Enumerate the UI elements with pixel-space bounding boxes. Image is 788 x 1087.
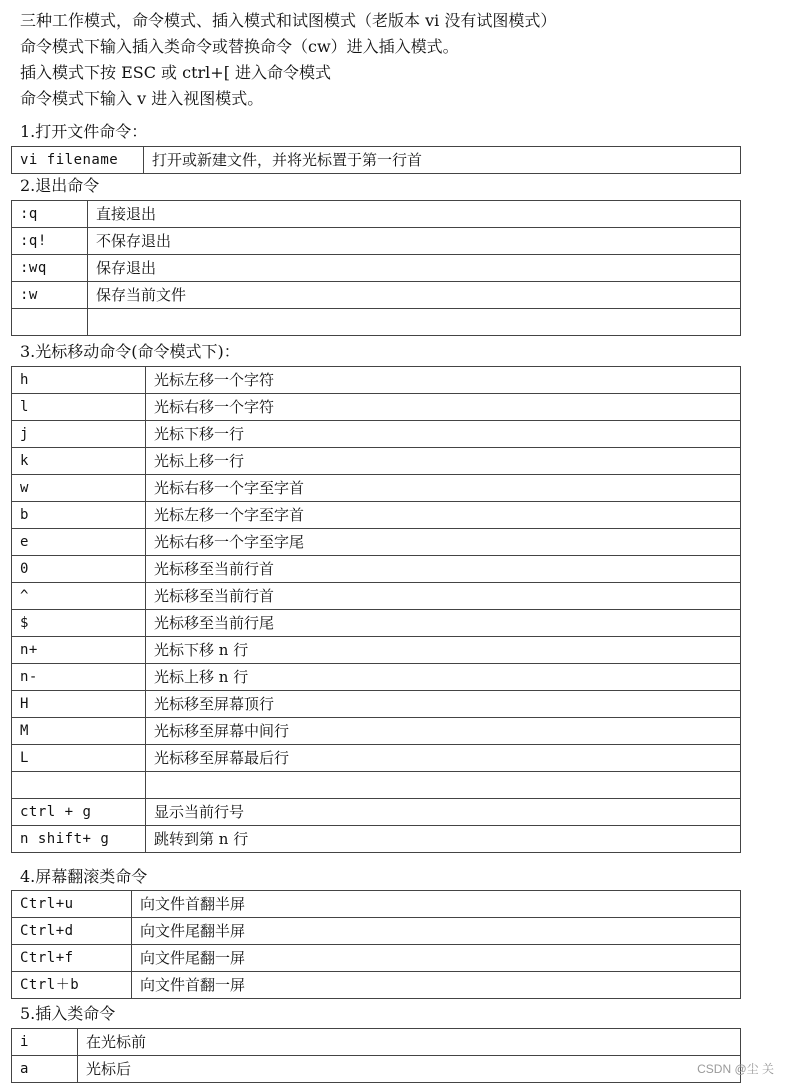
table-row [12, 282, 741, 309]
command-desc: 显示当前行号 [146, 799, 741, 826]
command-key: n+ [12, 637, 146, 664]
csdn-watermark: CSDN @尘 关 [697, 1062, 774, 1076]
command-key: :q [12, 201, 88, 228]
table-row [12, 1029, 741, 1056]
table-row [12, 502, 741, 529]
table-row [12, 421, 741, 448]
command-desc: 光标右移一个字至字尾 [146, 529, 741, 556]
command-key: :w [12, 282, 88, 309]
command-key: n- [12, 664, 146, 691]
command-key [12, 772, 146, 799]
table-row [12, 583, 741, 610]
table-row [12, 255, 741, 282]
command-desc: 不保存退出 [88, 228, 741, 255]
command-desc: 保存当前文件 [88, 282, 741, 309]
command-desc: 光标右移一个字至字首 [146, 475, 741, 502]
command-desc: 光标上移一行 [146, 448, 741, 475]
table-row [12, 448, 741, 475]
table-row [12, 972, 741, 999]
open-command-table [11, 146, 741, 174]
intro-line: 插入模式下按 ESC 或 ctrl+[ 进入命令模式 [20, 63, 332, 82]
intro-line: 命令模式下输入 v 进入视图模式。 [20, 89, 264, 108]
command-key: h [12, 367, 146, 394]
table-row [12, 945, 741, 972]
section-heading-cursor: 3.光标移动命令(命令模式下)： [20, 342, 240, 361]
command-desc: 直接退出 [88, 201, 741, 228]
table-row [12, 147, 741, 174]
table-row [12, 475, 741, 502]
command-key: L [12, 745, 146, 772]
command-key [12, 309, 88, 336]
command-key: :wq [12, 255, 88, 282]
table-row [12, 772, 741, 799]
table-row [12, 309, 741, 336]
command-key: Ctrl+f [12, 945, 132, 972]
command-key: :q! [12, 228, 88, 255]
command-key: j [12, 421, 146, 448]
command-desc: 跳转到第 n 行 [146, 826, 741, 853]
command-desc: 光标下移 n 行 [146, 637, 741, 664]
table-row [12, 718, 741, 745]
command-key: l [12, 394, 146, 421]
command-desc: 光标移至当前行尾 [146, 610, 741, 637]
command-desc: 光标移至屏幕中间行 [146, 718, 741, 745]
section-heading-quit: 2.退出命令 [20, 176, 100, 195]
command-desc: 向文件首翻半屏 [132, 891, 741, 918]
command-desc: 光标上移 n 行 [146, 664, 741, 691]
command-desc: 光标后 [78, 1056, 741, 1083]
command-key: b [12, 502, 146, 529]
quit-command-table [11, 200, 741, 336]
table-row [12, 891, 741, 918]
cursor-command-table [11, 366, 741, 853]
table-row [12, 637, 741, 664]
command-key: n shift+ g [12, 826, 146, 853]
table-row [12, 529, 741, 556]
table-row [12, 664, 741, 691]
table-row [12, 826, 741, 853]
command-desc: 向文件尾翻一屏 [132, 945, 741, 972]
intro-line: 三种工作模式，命令模式、插入模式和试图模式（老版本 vi 没有试图模式） [20, 11, 557, 30]
command-desc: 光标右移一个字符 [146, 394, 741, 421]
command-desc [88, 309, 741, 336]
command-desc: 打开或新建文件，并将光标置于第一行首 [144, 147, 741, 174]
table-row [12, 201, 741, 228]
command-key: i [12, 1029, 78, 1056]
command-desc: 光标左移一个字符 [146, 367, 741, 394]
command-key: M [12, 718, 146, 745]
table-row [12, 799, 741, 826]
table-row [12, 610, 741, 637]
command-desc [146, 772, 741, 799]
table-row [12, 691, 741, 718]
command-key: e [12, 529, 146, 556]
command-desc: 光标移至屏幕最后行 [146, 745, 741, 772]
command-key: Ctrl+u [12, 891, 132, 918]
command-key: ctrl + g [12, 799, 146, 826]
command-desc: 光标移至屏幕顶行 [146, 691, 741, 718]
command-key: 0 [12, 556, 146, 583]
intro-line: 命令模式下输入插入类命令或替换命令（cw）进入插入模式。 [20, 37, 459, 56]
command-key: w [12, 475, 146, 502]
command-key: Ctrl＋b [12, 972, 132, 999]
table-row [12, 556, 741, 583]
intro-text [20, 8, 556, 112]
command-desc: 光标左移一个字至字首 [146, 502, 741, 529]
command-key: Ctrl+d [12, 918, 132, 945]
section-heading-insert: 5.插入类命令 [20, 1004, 116, 1023]
insert-command-table [11, 1028, 741, 1083]
section-heading-open: 1.打开文件命令： [20, 122, 148, 141]
command-key: H [12, 691, 146, 718]
command-key: ^ [12, 583, 146, 610]
table-row [12, 367, 741, 394]
table-row [12, 394, 741, 421]
command-desc: 光标移至当前行首 [146, 556, 741, 583]
section-heading-scroll: 4.屏幕翻滚类命令 [20, 867, 148, 886]
command-key: $ [12, 610, 146, 637]
command-desc: 保存退出 [88, 255, 741, 282]
table-row [12, 228, 741, 255]
command-key: k [12, 448, 146, 475]
command-desc: 光标移至当前行首 [146, 583, 741, 610]
command-desc: 光标下移一行 [146, 421, 741, 448]
scroll-command-table [11, 890, 741, 999]
command-desc: 向文件尾翻半屏 [132, 918, 741, 945]
command-desc: 向文件首翻一屏 [132, 972, 741, 999]
table-row [12, 745, 741, 772]
command-desc: 在光标前 [78, 1029, 741, 1056]
table-row [12, 918, 741, 945]
command-key: a [12, 1056, 78, 1083]
table-row [12, 1056, 741, 1083]
command-key: vi filename [12, 147, 144, 174]
